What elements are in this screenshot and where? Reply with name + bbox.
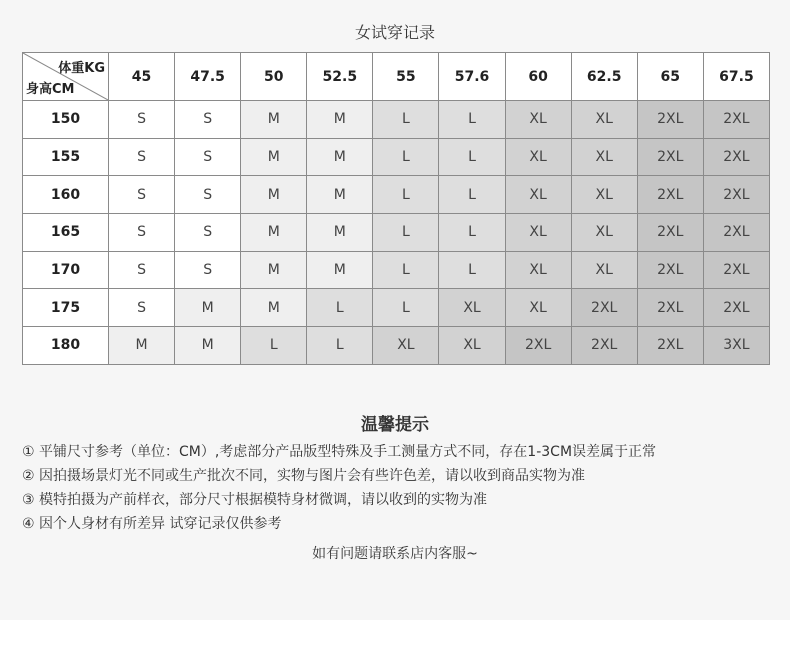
size-cell: L <box>439 101 505 139</box>
weight-header: 45 <box>109 53 175 101</box>
size-cell: S <box>109 251 175 289</box>
size-cell: M <box>241 289 307 327</box>
size-cell: M <box>241 138 307 176</box>
table-row <box>23 176 770 214</box>
size-cell: XL <box>505 289 571 327</box>
tip-item: ④ 因个人身材有所差异 试穿记录仅供参考 <box>22 516 282 532</box>
size-cell: M <box>241 101 307 139</box>
size-cell: M <box>241 251 307 289</box>
weight-header: 62.5 <box>571 53 637 101</box>
size-cell: S <box>109 289 175 327</box>
chart-title: 女试穿记录 <box>354 23 435 42</box>
size-cell: XL <box>505 138 571 176</box>
size-cell: 2XL <box>703 176 769 214</box>
height-header: 160 <box>23 176 109 214</box>
size-cell: S <box>175 214 241 252</box>
weight-header: 57.6 <box>439 53 505 101</box>
height-header: 150 <box>23 101 109 139</box>
size-table <box>22 52 770 365</box>
size-cell: XL <box>571 176 637 214</box>
weight-header: 47.5 <box>175 53 241 101</box>
table-row <box>23 138 770 176</box>
size-cell: 2XL <box>637 289 703 327</box>
tip-item: ③ 模特拍摄为产前样衣，部分尺寸根据模特身材微调，请以收到的实物为准 <box>22 492 487 508</box>
height-header: 170 <box>23 251 109 289</box>
size-cell: XL <box>505 176 571 214</box>
height-header: 180 <box>23 327 109 365</box>
table-row <box>23 327 770 365</box>
size-cell: 3XL <box>703 327 769 365</box>
size-cell: L <box>439 138 505 176</box>
table-row <box>23 214 770 252</box>
size-cell: XL <box>571 251 637 289</box>
size-cell: 2XL <box>637 101 703 139</box>
size-cell: 2XL <box>703 251 769 289</box>
size-cell: XL <box>505 251 571 289</box>
table-corner-cell <box>23 53 109 101</box>
weight-header: 65 <box>637 53 703 101</box>
size-cell: 2XL <box>637 138 703 176</box>
weight-header-row <box>23 53 770 101</box>
size-cell: 2XL <box>571 327 637 365</box>
height-header: 175 <box>23 289 109 327</box>
height-header: 155 <box>23 138 109 176</box>
size-cell: XL <box>571 214 637 252</box>
size-cell: S <box>175 101 241 139</box>
size-cell: M <box>307 214 373 252</box>
size-cell: L <box>373 214 439 252</box>
size-cell: 2XL <box>571 289 637 327</box>
size-cell: L <box>373 138 439 176</box>
weight-header: 67.5 <box>703 53 769 101</box>
tips-list <box>22 440 782 536</box>
size-cell: M <box>109 327 175 365</box>
size-cell: 2XL <box>637 214 703 252</box>
size-cell: L <box>307 327 373 365</box>
size-cell: XL <box>571 101 637 139</box>
weight-header: 52.5 <box>307 53 373 101</box>
size-cell: XL <box>571 138 637 176</box>
size-cell: XL <box>439 289 505 327</box>
tip-item: ② 因拍摄场景灯光不同或生产批次不同，实物与图片会有些许色差，请以收到商品实物为准 <box>22 468 585 484</box>
size-cell: XL <box>505 214 571 252</box>
size-cell: XL <box>439 327 505 365</box>
size-cell: 2XL <box>703 101 769 139</box>
tip-item: ① 平铺尺寸参考（单位：CM）,考虑部分产品版型特殊及手工测量方式不同，存在1-3CM误差属于正常 <box>22 444 657 460</box>
weight-header: 55 <box>373 53 439 101</box>
tips-title: 温馨提示 <box>361 415 429 435</box>
size-cell: M <box>307 101 373 139</box>
size-cell: L <box>307 289 373 327</box>
size-cell: S <box>109 176 175 214</box>
size-cell: M <box>175 289 241 327</box>
size-cell: L <box>241 327 307 365</box>
size-cell: M <box>307 251 373 289</box>
size-cell: 2XL <box>505 327 571 365</box>
size-cell: XL <box>373 327 439 365</box>
size-cell: L <box>373 251 439 289</box>
size-cell: L <box>373 289 439 327</box>
size-cell: M <box>241 176 307 214</box>
size-cell: M <box>307 176 373 214</box>
size-cell: L <box>439 214 505 252</box>
size-cell: L <box>439 251 505 289</box>
size-cell: L <box>439 176 505 214</box>
size-cell: L <box>373 101 439 139</box>
size-cell: XL <box>505 101 571 139</box>
table-row <box>23 289 770 327</box>
contact-note: 如有问题请联系店内客服~ <box>312 546 478 562</box>
size-cell: M <box>175 327 241 365</box>
table-row <box>23 101 770 139</box>
size-cell: 2XL <box>703 138 769 176</box>
size-cell: 2XL <box>703 289 769 327</box>
size-cell: L <box>373 176 439 214</box>
size-cell: 2XL <box>703 214 769 252</box>
size-cell: 2XL <box>637 251 703 289</box>
size-cell: S <box>109 101 175 139</box>
size-cell: S <box>175 176 241 214</box>
weight-axis-label: 体重KG <box>58 61 105 76</box>
height-axis-label: 身高CM <box>26 82 75 97</box>
size-cell: M <box>241 214 307 252</box>
size-cell: S <box>109 138 175 176</box>
weight-header: 50 <box>241 53 307 101</box>
size-cell: 2XL <box>637 176 703 214</box>
size-cell: S <box>175 138 241 176</box>
size-cell: S <box>109 214 175 252</box>
size-cell: S <box>175 251 241 289</box>
size-cell: 2XL <box>637 327 703 365</box>
height-header: 165 <box>23 214 109 252</box>
table-row <box>23 251 770 289</box>
weight-header: 60 <box>505 53 571 101</box>
size-cell: M <box>307 138 373 176</box>
